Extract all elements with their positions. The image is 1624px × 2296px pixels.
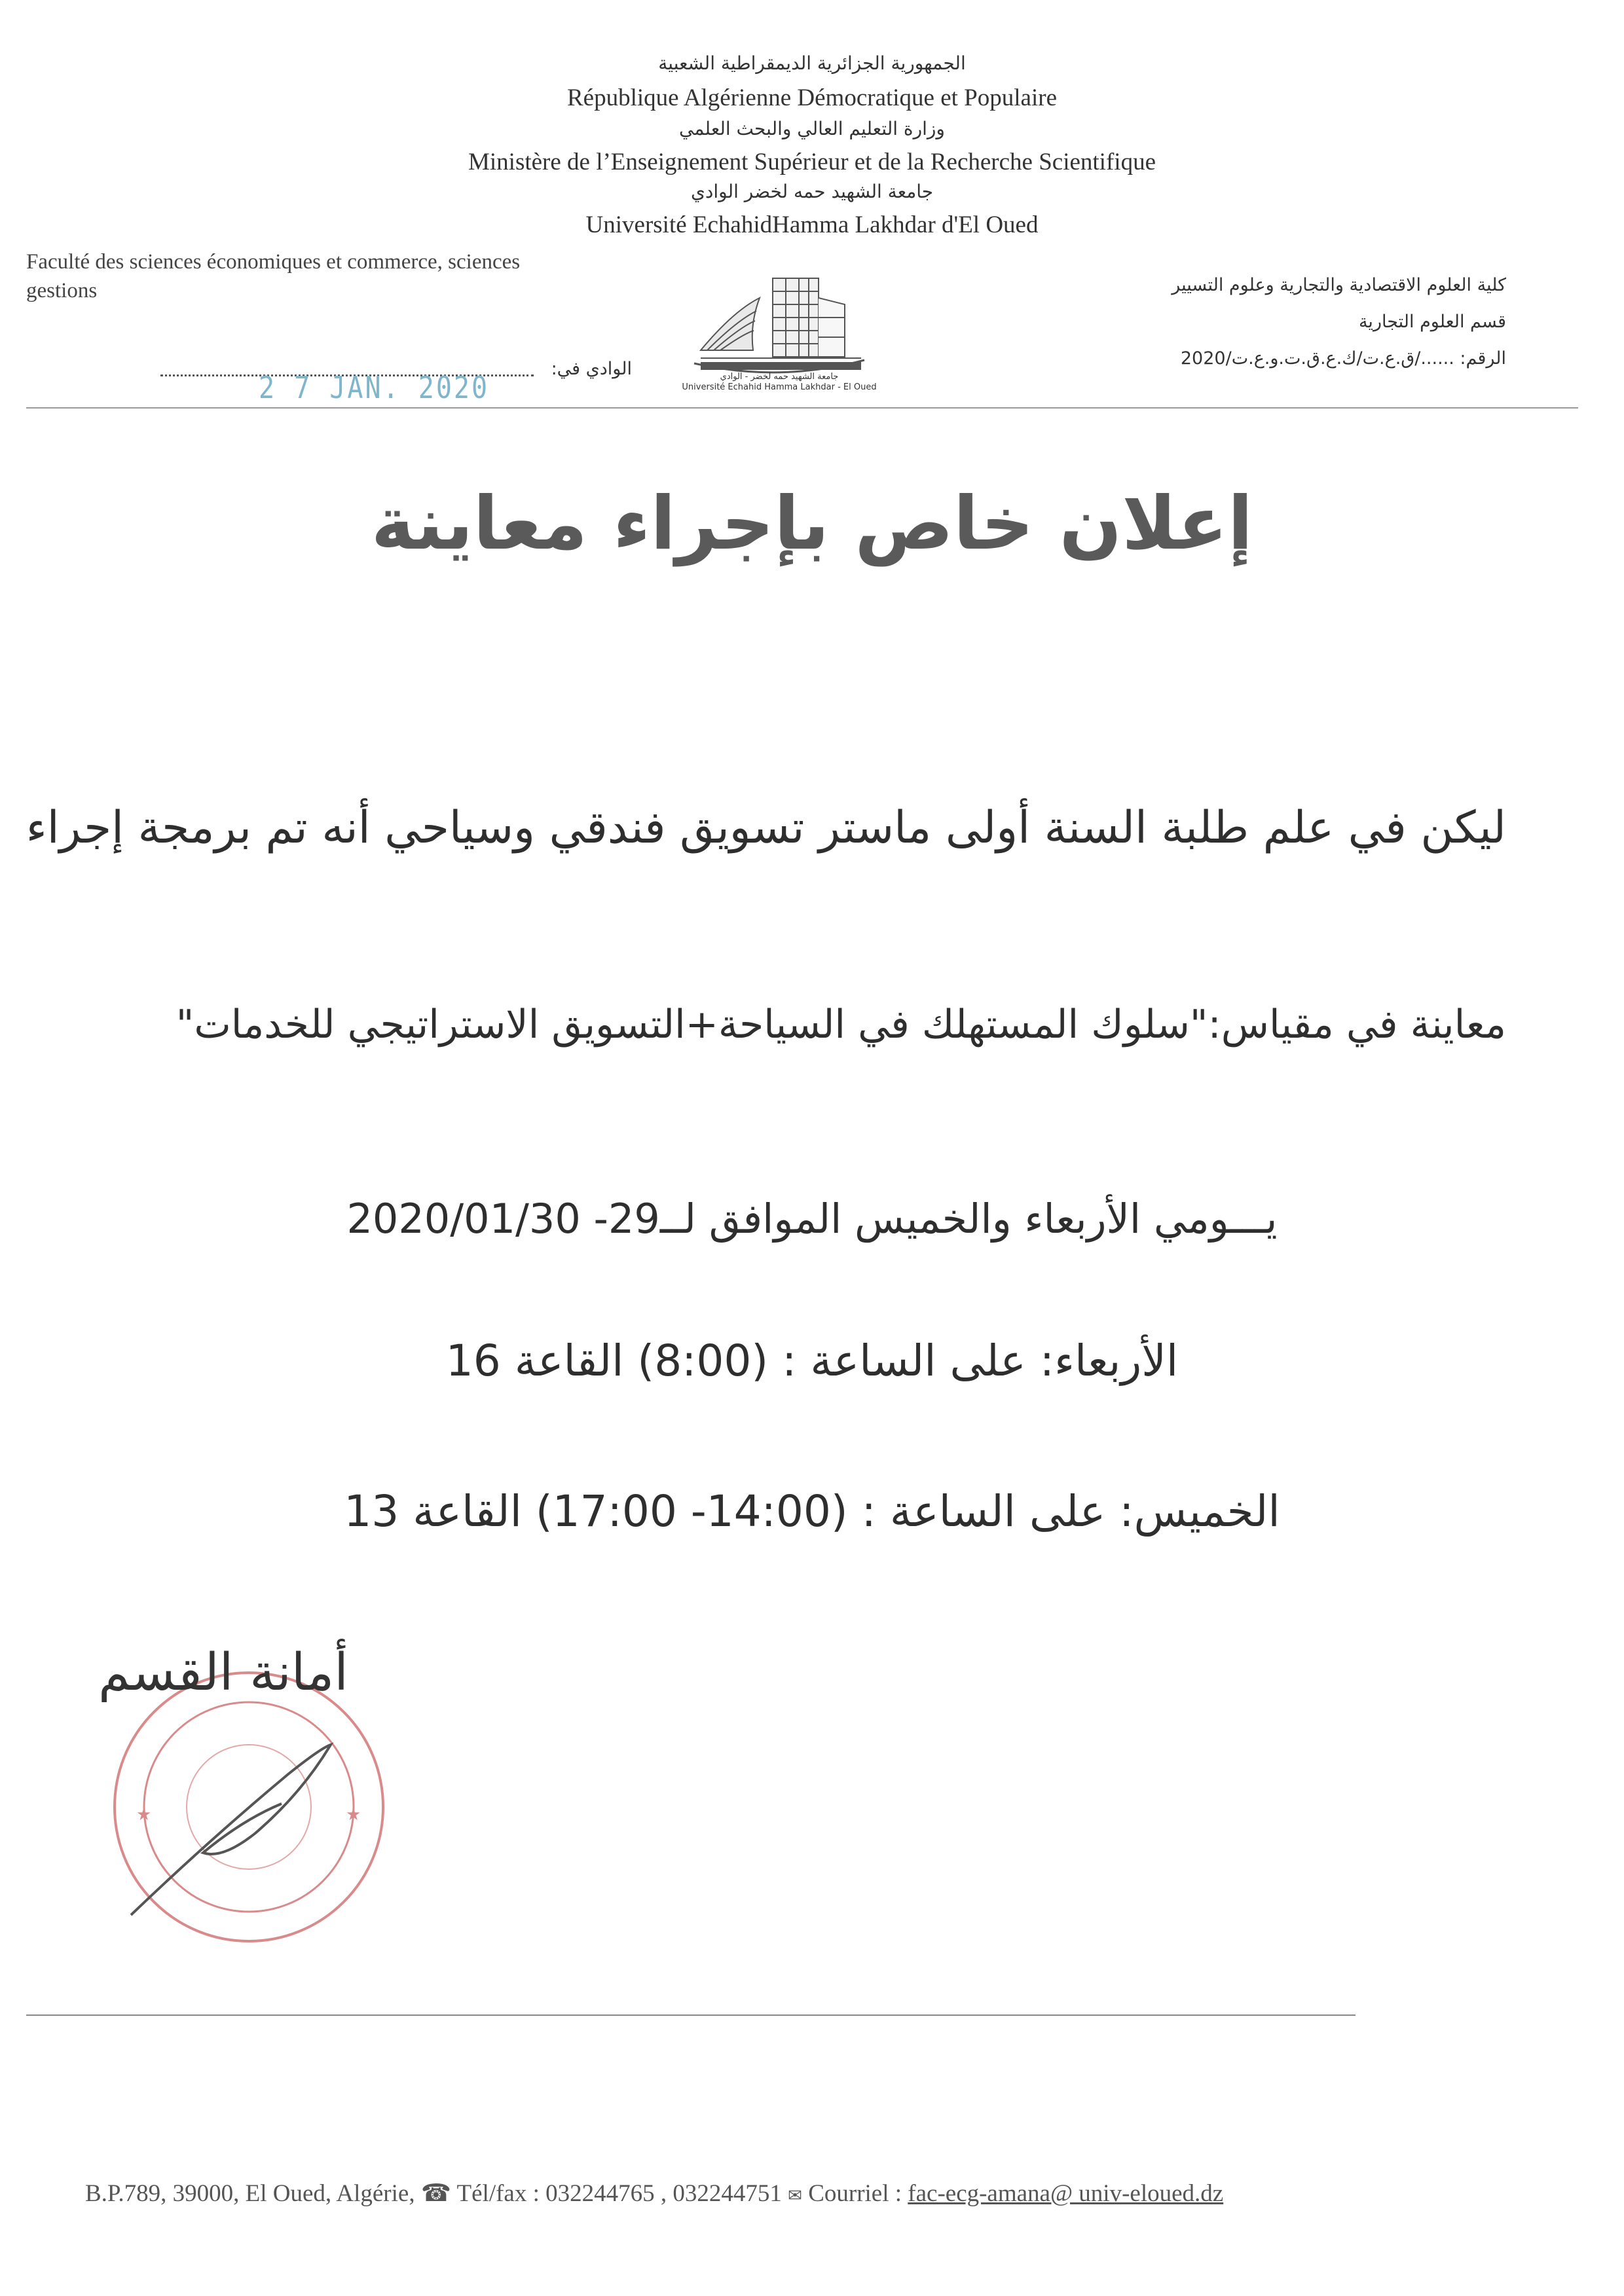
reference-number: الرقم: ....../ق.ع.ت/ك.ع.ق.ت.و.ع.ت/2020 [1180,348,1506,369]
republic-fr: République Algérienne Démocratique et Populaire [567,84,1057,111]
republic-ar: الجمهورية الجزائرية الديمقراطية الشعبية [658,52,966,74]
footer-email-link[interactable]: fac-ecg-amana@ univ-eloued.dz [908,2180,1224,2207]
faculty-ar-block [1172,267,1506,377]
announcement-dates: يـــومي الأربعاء والخميس الموافق لــ29- 2020/01/30 [346,1195,1278,1243]
announcement-line-1: ليكن في علم طلبة السنة أولى ماستر تسويق فندقي وسياحي أنه تم برمجة إجراء [26,802,1506,854]
ministry-ar: وزارة التعليم العالي والبحث العلمي [679,118,945,139]
svg-text:★: ★ [346,1805,361,1825]
footer-address: B.P.789, 39000, El Oued, Algérie, [85,2180,415,2207]
faculty-fr-line2: gestions [26,279,98,302]
university-fr: Université EchahidHamma Lakhdar d'El Oued [585,211,1039,238]
faculty-fr [26,247,648,305]
footer-mail-label: Courriel : [808,2180,902,2207]
svg-text:★: ★ [136,1805,152,1825]
wednesday-schedule: الأربعاء: على الساعة : (8:00) القاعة 16 [445,1336,1179,1386]
ministry-fr: Ministère de l’Enseignement Supérieur et de la Recherche Scientifique [468,149,1156,175]
announcement-line-2: معاينة في مقياس:"سلوك المستهلك في السياحة+التسويق الاستراتيجي للخدمات" [175,1002,1506,1048]
mail-icon: ✉ [788,2186,802,2205]
faculty-ar: كلية العلوم الاقتصادية والتجارية وعلوم التسيير [1172,275,1506,295]
footer-phone: Tél/fax : 032244765 , 032244751 [456,2180,782,2207]
thursday-schedule: الخميس: على الساعة : (14:00- 17:00) القاعة 13 [344,1486,1280,1537]
department-ar: قسم العلوم التجارية [1358,312,1506,332]
logo-caption-ar: جامعة الشهيد حمه لخضر - الوادي [720,372,839,382]
logo-caption [678,372,881,393]
footer-divider [26,2014,1356,2016]
phone-icon: ☎ [420,2180,451,2207]
announcement-title: إعلان خاص بإجراء معاينة [371,481,1253,566]
university-ar: جامعة الشهيد حمه لخضر الوادي [690,181,934,202]
logo-caption-fr: Université Echahid Hamma Lakhdar - El Oued [682,382,877,392]
header-divider [26,407,1578,409]
faculty-fr-line1: Faculté des sciences économiques et commerce, sciences [26,250,521,274]
signature-title: أمانة القسم [98,1643,348,1702]
footer-contact [85,2179,1223,2208]
date-stamp: 2 7 JAN. 2020 [259,371,490,406]
date-label: الوادي في: [551,359,632,379]
department-seal [105,1663,393,1951]
